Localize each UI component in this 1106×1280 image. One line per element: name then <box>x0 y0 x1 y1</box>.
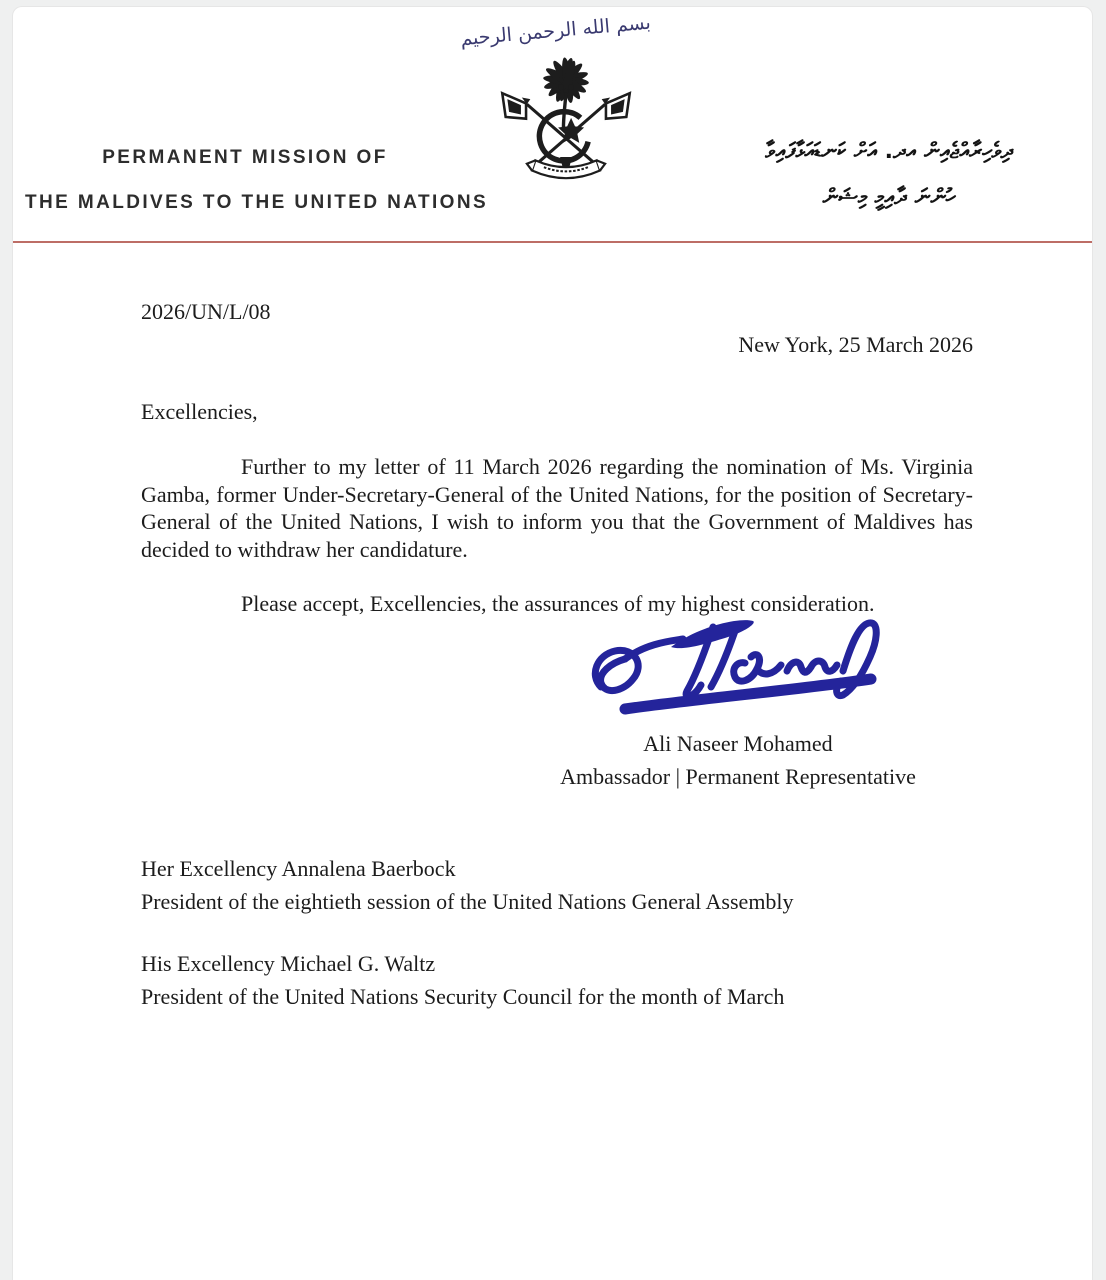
maldives-emblem-icon <box>498 43 634 191</box>
addressee-1 <box>141 852 973 918</box>
letterhead-emblem <box>459 11 652 196</box>
reference-number: 2026/UN/L/08 <box>141 299 271 324</box>
closing-line: Please accept, Excellencies, the assurances of my highest consideration. <box>241 591 875 616</box>
dateline: New York, 25 March 2026 <box>738 332 973 357</box>
mission-name-line2: THE MALDIVES TO THE UNITED NATIONS <box>25 192 489 213</box>
mission-name-thaana <box>699 129 1079 221</box>
signatory-title: Ambassador | Permanent Representative <box>560 764 916 789</box>
addressee-1-name: Her Excellency Annalena Baerbock <box>141 856 456 881</box>
letterhead-divider <box>13 241 1092 243</box>
letter-page <box>12 6 1093 1280</box>
addressee-2-name: His Excellency Michael G. Waltz <box>141 951 436 976</box>
thaana-line1: ދިވެހިރާއްޖެއިން އދ. އަށް ކަނޑައަޅާފައިވާ <box>765 139 1013 164</box>
bismillah-calligraphy: بسم الله الرحمن الرحيم <box>459 11 652 51</box>
mission-name <box>25 135 489 225</box>
addressee-2 <box>141 947 973 1013</box>
signatory-block <box>508 727 968 793</box>
mission-name-line1: PERMANENT MISSION OF <box>102 147 388 168</box>
handwritten-signature-ink <box>585 615 889 721</box>
salutation: Excellencies, <box>141 399 258 424</box>
thaana-line2: ހުންނަ ދާއިމީ މިޝަން <box>822 185 956 210</box>
body-paragraph: Further to my letter of 11 March 2026 regarding the nomination of Ms. Virginia Gamba, former Under-Secretary-General of the United Nations, for the position of Secretary-General of the United Nations, I wish to inform you that the Government of Maldives has decided to withdraw her candidature. <box>141 454 973 562</box>
addressee-2-title: President of the United Nations Security Council for the month of March <box>141 984 785 1009</box>
signatory-name: Ali Naseer Mohamed <box>643 731 833 756</box>
addressee-1-title: President of the eightieth session of the United Nations General Assembly <box>141 889 794 914</box>
